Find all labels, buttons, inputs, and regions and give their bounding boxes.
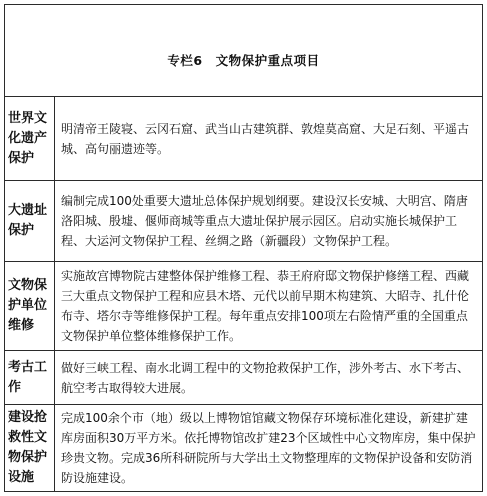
row-label: 世界文化遗产保护 <box>5 97 55 180</box>
row-content-text: 明清帝王陵寝、云冈石窟、武当山古建筑群、敦煌莫高窟、大足石刻、平遥古城、高句丽遗迹等。 <box>61 121 470 156</box>
row-content-text: 完成100余个市（地）级以上博物馆馆藏文物保存环境标准化建设，新建扩建库房面积30万平方米。依托博物馆改扩建23个区域性中心文物库房，集中保护珍贵文物。完成36所科研院所与大学出土文物整理库的文物保护设备和安防消防设施建设。 <box>61 411 476 485</box>
row-content-text: 实施故宫博物院古建整体保护维修工程、恭王府府邸文物保护修缮工程、西藏三大重点文物保护工程和应县木塔、元代以前早期木构建筑、大昭寺、扎什伦布寺、塔尔寺等维修保护工程。每年重点安排100项左右险情严重的全国重点文物保护单位整体维修保护工作。 <box>61 269 470 343</box>
row-label: 考古工作 <box>5 351 55 404</box>
table-row <box>5 262 482 351</box>
table-title-row <box>5 5 482 97</box>
row-content <box>55 181 482 261</box>
table-row <box>5 351 482 405</box>
row-label: 大遗址保护 <box>5 181 55 261</box>
row-content <box>55 351 482 404</box>
table-row <box>5 405 482 491</box>
row-content <box>55 97 482 180</box>
table-title: 专栏6 文物保护重点项目 <box>167 52 320 68</box>
row-content <box>55 405 482 491</box>
table-row <box>5 181 482 262</box>
row-label: 文物保护单位维修 <box>5 262 55 350</box>
table-row <box>5 97 482 181</box>
row-label: 建设抢救性文物保护设施 <box>5 405 55 491</box>
row-content-text: 编制完成100处重要大遗址总体保护规划纲要。建设汉长安城、大明宫、隋唐洛阳城、殷墟、偃师商城等重点大遗址保护展示园区。启动实施长城保护工程、大运河文物保护工程、丝绸之路（新疆段）文物保护工程。 <box>61 194 468 248</box>
row-content-text: 做好三峡工程、南水北调工程中的文物抢救保护工作，涉外考古、水下考古、航空考古取得较大进展。 <box>61 360 470 395</box>
project-table <box>4 4 483 492</box>
row-content <box>55 262 482 350</box>
